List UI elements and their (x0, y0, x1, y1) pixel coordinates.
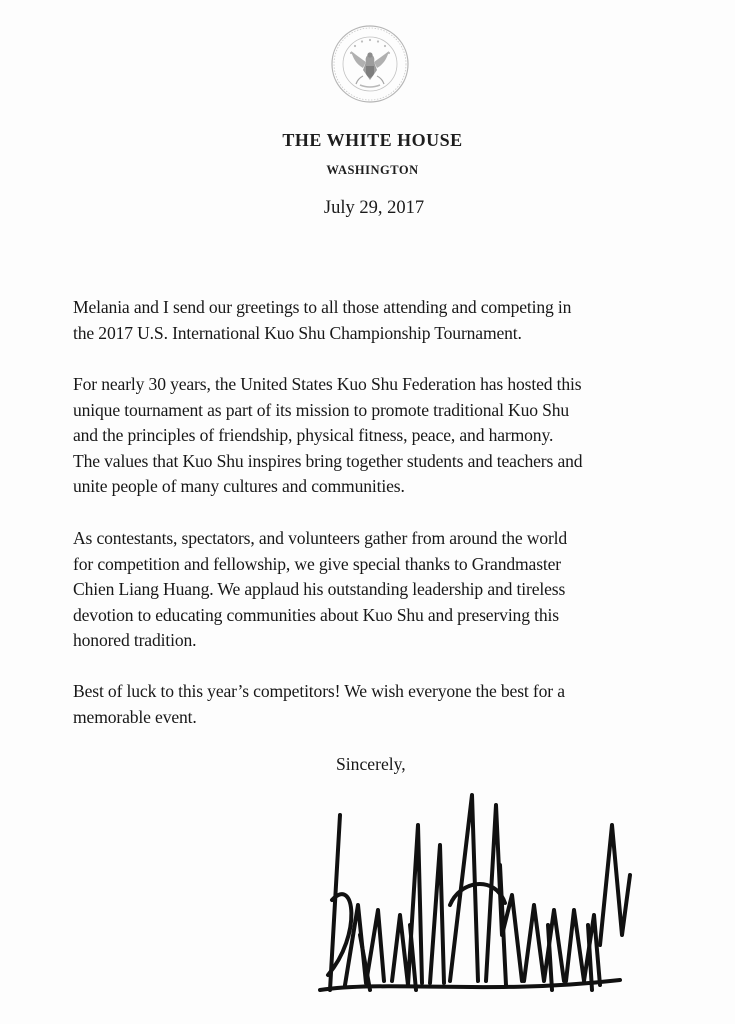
text-line: devotion to educating communities about Kuo Shu and preserving this (73, 604, 559, 625)
text-line: for competition and fellowship, we give special thanks to Grandmaster (73, 553, 562, 574)
text-line: The values that Kuo Shu inspires bring together students and teachers and (73, 450, 583, 471)
letterhead-title: THE WHITE HOUSE (282, 130, 463, 150)
text-line: unique tournament as part of its mission to promote traditional Kuo Shu (73, 399, 570, 420)
paragraph-wishes (73, 679, 713, 730)
letterhead-subtitle: WASHINGTON (326, 163, 419, 177)
text-line: Chien Liang Huang. We applaud his outstanding leadership and tireless (73, 579, 566, 599)
text-line: memorable event. (73, 706, 197, 727)
handwritten-signature (300, 785, 645, 1020)
paragraph-history (73, 372, 713, 500)
letter-date: July 29, 2017 (323, 198, 425, 218)
paragraph-greeting (73, 295, 713, 346)
text-line: honored tradition. (73, 630, 197, 650)
text-line: the 2017 U.S. International Kuo Shu Championship Tournament. (73, 322, 522, 343)
text-line: unite people of many cultures and communities. (73, 476, 405, 496)
paragraph-thanks (73, 526, 713, 654)
presidential-seal-icon (330, 24, 410, 104)
closing-salutation: Sincerely, (336, 754, 406, 774)
text-line: As contestants, spectators, and volunteers gather from around the world (73, 528, 568, 548)
text-line: and the principles of friendship, physical fitness, peace, and harmony. (73, 425, 554, 445)
text-line: For nearly 30 years, the United States Kuo Shu Federation has hosted this (73, 374, 582, 394)
text-line: Best of luck to this year’s competitors! We wish everyone the best for a (73, 681, 565, 701)
text-line: Melania and I send our greetings to all those attending and competing in (73, 297, 572, 317)
